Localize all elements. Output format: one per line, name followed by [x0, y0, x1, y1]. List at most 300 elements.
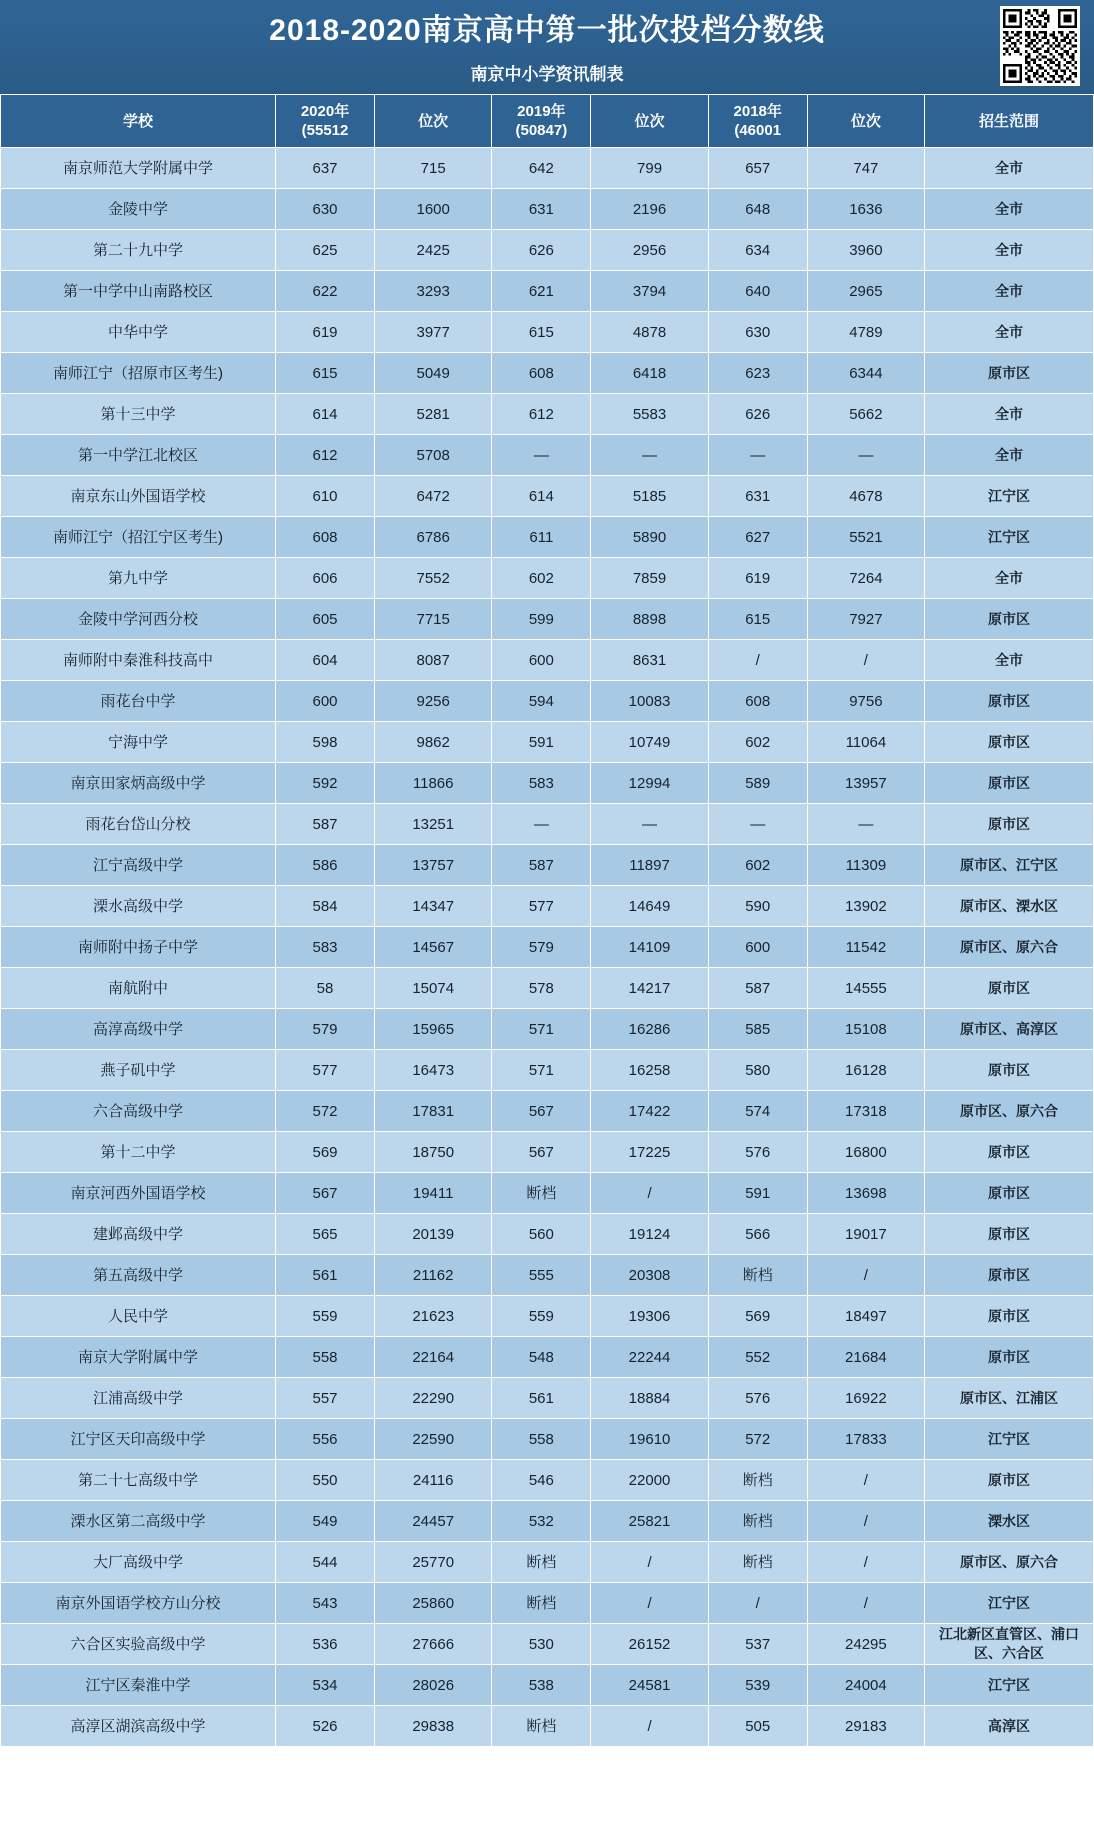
cell-school: 南航附中	[1, 968, 276, 1009]
cell-value: 574	[708, 1091, 807, 1132]
table-row	[1, 886, 1094, 927]
col-header-2018	[708, 95, 807, 148]
cell-value: 13902	[807, 886, 924, 927]
cell-range: 全市	[924, 230, 1093, 271]
cell-value: 572	[275, 1091, 374, 1132]
cell-value: 6418	[591, 353, 708, 394]
table-body	[1, 148, 1094, 1747]
table-row	[1, 558, 1094, 599]
cell-school: 金陵中学	[1, 189, 276, 230]
cell-value: 14347	[375, 886, 492, 927]
table-row	[1, 599, 1094, 640]
page-title: 2018-2020南京高中第一批次投档分数线	[269, 13, 825, 47]
cell-value: 13957	[807, 763, 924, 804]
cell-value: 断档	[708, 1542, 807, 1583]
col-header-2020-line2: (55512	[301, 122, 349, 139]
table-header-row	[1, 95, 1094, 148]
cell-value: 594	[492, 681, 591, 722]
col-header-range-line1: 招生范围	[978, 112, 1039, 130]
cell-value: 615	[275, 353, 374, 394]
table-row	[1, 435, 1094, 476]
cell-value: 5890	[591, 517, 708, 558]
cell-value: 14555	[807, 968, 924, 1009]
cell-value: 579	[492, 927, 591, 968]
table-row	[1, 1419, 1094, 1460]
cell-range: 溧水区	[924, 1501, 1093, 1542]
cell-range: 全市	[924, 640, 1093, 681]
cell-value: 538	[492, 1665, 591, 1706]
cell-value: 19610	[591, 1419, 708, 1460]
cell-value: 571	[492, 1050, 591, 1091]
table-row	[1, 189, 1094, 230]
table-row	[1, 1173, 1094, 1214]
cell-range: 原市区	[924, 1337, 1093, 1378]
cell-value: 18750	[375, 1132, 492, 1173]
cell-value: 549	[275, 1501, 374, 1542]
cell-value: 17422	[591, 1091, 708, 1132]
cell-value: 610	[275, 476, 374, 517]
cell-value: 27666	[375, 1624, 492, 1665]
cell-value: 17318	[807, 1091, 924, 1132]
cell-value: 586	[275, 845, 374, 886]
cell-value: 9256	[375, 681, 492, 722]
cell-value: 571	[492, 1009, 591, 1050]
cell-value: 747	[807, 148, 924, 189]
table-row	[1, 763, 1094, 804]
cell-value: 7552	[375, 558, 492, 599]
cell-value: 608	[708, 681, 807, 722]
cell-value: 1636	[807, 189, 924, 230]
cell-value: 29183	[807, 1706, 924, 1747]
cell-school: 第五高级中学	[1, 1255, 276, 1296]
cell-range: 原市区、高淳区	[924, 1009, 1093, 1050]
cell-value: 587	[708, 968, 807, 1009]
cell-school: 第十二中学	[1, 1132, 276, 1173]
cell-value: —	[807, 435, 924, 476]
qr-code	[1000, 6, 1080, 86]
cell-value: 13251	[375, 804, 492, 845]
cell-value: 576	[708, 1378, 807, 1419]
cell-value: 18884	[591, 1378, 708, 1419]
cell-range: 全市	[924, 435, 1093, 476]
cell-value: 630	[275, 189, 374, 230]
cell-value: 587	[275, 804, 374, 845]
table-row	[1, 476, 1094, 517]
cell-value: 566	[708, 1214, 807, 1255]
cell-value: 608	[492, 353, 591, 394]
cell-value: 612	[492, 394, 591, 435]
table-row	[1, 1296, 1094, 1337]
cell-value: 15108	[807, 1009, 924, 1050]
cell-value: —	[708, 804, 807, 845]
cell-range: 江宁区	[924, 476, 1093, 517]
cell-value: 621	[492, 271, 591, 312]
table-row	[1, 1132, 1094, 1173]
cell-value: 9862	[375, 722, 492, 763]
cell-value: 612	[275, 435, 374, 476]
cell-value: 555	[492, 1255, 591, 1296]
cell-value: 648	[708, 189, 807, 230]
col-header-rank-2020	[375, 95, 492, 148]
cell-value: 583	[492, 763, 591, 804]
cell-range: 原市区	[924, 1050, 1093, 1091]
cell-school: 雨花台岱山分校	[1, 804, 276, 845]
cell-range: 原市区、江浦区	[924, 1378, 1093, 1419]
cell-value: 19306	[591, 1296, 708, 1337]
cell-school: 雨花台中学	[1, 681, 276, 722]
cell-school: 第二十九中学	[1, 230, 276, 271]
cell-value: 552	[708, 1337, 807, 1378]
cell-value: /	[807, 1583, 924, 1624]
cell-value: 550	[275, 1460, 374, 1501]
cell-range: 原市区、原六合	[924, 927, 1093, 968]
cell-value: 13698	[807, 1173, 924, 1214]
cell-school: 第九中学	[1, 558, 276, 599]
cell-value: —	[708, 435, 807, 476]
cell-range: 原市区	[924, 1173, 1093, 1214]
cell-value: 598	[275, 722, 374, 763]
cell-value: 26152	[591, 1624, 708, 1665]
cell-range: 原市区、江宁区	[924, 845, 1093, 886]
table-row	[1, 1050, 1094, 1091]
col-header-2018-line1: 2018年	[733, 103, 782, 120]
cell-school: 第十三中学	[1, 394, 276, 435]
cell-value: /	[591, 1706, 708, 1747]
cell-value: 569	[275, 1132, 374, 1173]
table-row	[1, 148, 1094, 189]
table-row	[1, 312, 1094, 353]
cell-value: 断档	[708, 1460, 807, 1501]
cell-range: 原市区	[924, 681, 1093, 722]
cell-value: 657	[708, 148, 807, 189]
cell-school: 高淳区湖滨高级中学	[1, 1706, 276, 1747]
cell-school: 人民中学	[1, 1296, 276, 1337]
cell-value: 631	[492, 189, 591, 230]
cell-range: 江宁区	[924, 1583, 1093, 1624]
cell-value: 7264	[807, 558, 924, 599]
cell-value: 623	[708, 353, 807, 394]
cell-value: /	[591, 1583, 708, 1624]
page-header	[0, 0, 1094, 94]
cell-value: 25821	[591, 1501, 708, 1542]
col-header-rank-2019	[591, 95, 708, 148]
cell-value: 7859	[591, 558, 708, 599]
cell-value: 505	[708, 1706, 807, 1747]
cell-value: 22164	[375, 1337, 492, 1378]
cell-value: /	[591, 1173, 708, 1214]
cell-school: 中华中学	[1, 312, 276, 353]
cell-value: 530	[492, 1624, 591, 1665]
cell-value: 16473	[375, 1050, 492, 1091]
cell-value: 611	[492, 517, 591, 558]
cell-value: 16922	[807, 1378, 924, 1419]
col-header-2019	[492, 95, 591, 148]
col-header-2019-line1: 2019年	[517, 103, 566, 120]
cell-value: 5521	[807, 517, 924, 558]
cell-value: 4789	[807, 312, 924, 353]
table-row	[1, 1706, 1094, 1747]
cell-value: 606	[275, 558, 374, 599]
cell-value: 8631	[591, 640, 708, 681]
cell-school: 大厂高级中学	[1, 1542, 276, 1583]
cell-value: 24295	[807, 1624, 924, 1665]
table-row	[1, 927, 1094, 968]
cell-value: 5662	[807, 394, 924, 435]
cell-range: 江宁区	[924, 1665, 1093, 1706]
cell-school: 溧水高级中学	[1, 886, 276, 927]
cell-value: 11542	[807, 927, 924, 968]
col-header-2020-line1: 2020年	[300, 103, 350, 120]
cell-school: 第二十七高级中学	[1, 1460, 276, 1501]
cell-value: 592	[275, 763, 374, 804]
cell-value: 16258	[591, 1050, 708, 1091]
cell-range: 原市区	[924, 599, 1093, 640]
cell-value: 589	[708, 763, 807, 804]
cell-value: 断档	[708, 1501, 807, 1542]
cell-range: 江宁区	[924, 517, 1093, 558]
cell-value: 585	[708, 1009, 807, 1050]
cell-value: 2425	[375, 230, 492, 271]
cell-value: 569	[708, 1296, 807, 1337]
cell-value: 526	[275, 1706, 374, 1747]
cell-range: 全市	[924, 271, 1093, 312]
cell-range: 原市区	[924, 1132, 1093, 1173]
cell-value: 637	[275, 148, 374, 189]
cell-value: 640	[708, 271, 807, 312]
cell-school: 宁海中学	[1, 722, 276, 763]
cell-value: 22290	[375, 1378, 492, 1419]
cell-value: 7927	[807, 599, 924, 640]
cell-value: 558	[275, 1337, 374, 1378]
cell-value: 614	[492, 476, 591, 517]
table-row	[1, 394, 1094, 435]
cell-school: 金陵中学河西分校	[1, 599, 276, 640]
cell-school: 江宁高级中学	[1, 845, 276, 886]
cell-value: 29838	[375, 1706, 492, 1747]
cell-value: 17833	[807, 1419, 924, 1460]
cell-range: 原市区	[924, 1296, 1093, 1337]
table-row	[1, 968, 1094, 1009]
cell-value: 11866	[375, 763, 492, 804]
cell-value: 608	[275, 517, 374, 558]
cell-value: 567	[492, 1132, 591, 1173]
table-row	[1, 804, 1094, 845]
cell-value: /	[807, 1460, 924, 1501]
cell-value: 600	[275, 681, 374, 722]
cell-range: 原市区、原六合	[924, 1091, 1093, 1132]
cell-range: 全市	[924, 394, 1093, 435]
cell-value: 6786	[375, 517, 492, 558]
cell-value: 21162	[375, 1255, 492, 1296]
cell-value: —	[591, 435, 708, 476]
cell-school: 第一中学中山南路校区	[1, 271, 276, 312]
cell-value: 5583	[591, 394, 708, 435]
table-row	[1, 845, 1094, 886]
cell-school: 江宁区天印高级中学	[1, 1419, 276, 1460]
cell-range: 原市区	[924, 968, 1093, 1009]
cell-value: 2965	[807, 271, 924, 312]
cell-value: 断档	[492, 1542, 591, 1583]
cell-value: 7715	[375, 599, 492, 640]
cell-value: 10083	[591, 681, 708, 722]
cell-school: 江浦高级中学	[1, 1378, 276, 1419]
cell-school: 南京大学附属中学	[1, 1337, 276, 1378]
cell-value: 15965	[375, 1009, 492, 1050]
cell-range: 江北新区直管区、浦口区、六合区	[924, 1624, 1093, 1665]
cell-value: /	[591, 1542, 708, 1583]
cell-value: 断档	[708, 1255, 807, 1296]
cell-value: 602	[708, 722, 807, 763]
cell-value: 19411	[375, 1173, 492, 1214]
cell-value: 22244	[591, 1337, 708, 1378]
cell-value: /	[807, 1255, 924, 1296]
cell-value: 567	[492, 1091, 591, 1132]
cell-range: 全市	[924, 189, 1093, 230]
cell-value: 605	[275, 599, 374, 640]
cell-value: 58	[275, 968, 374, 1009]
cell-value: 557	[275, 1378, 374, 1419]
cell-value: 565	[275, 1214, 374, 1255]
cell-value: 583	[275, 927, 374, 968]
cell-value: 10749	[591, 722, 708, 763]
table-row	[1, 1214, 1094, 1255]
cell-value: 6472	[375, 476, 492, 517]
cell-range: 高淳区	[924, 1706, 1093, 1747]
col-header-rank-2018	[807, 95, 924, 148]
cell-value: 626	[492, 230, 591, 271]
cell-value: 600	[708, 927, 807, 968]
cell-value: /	[807, 640, 924, 681]
cell-value: 622	[275, 271, 374, 312]
cell-value: 619	[275, 312, 374, 353]
cell-value: 17225	[591, 1132, 708, 1173]
cell-value: 22590	[375, 1419, 492, 1460]
cell-value: 572	[708, 1419, 807, 1460]
cell-value: /	[708, 640, 807, 681]
cell-value: 16128	[807, 1050, 924, 1091]
cell-value: 591	[708, 1173, 807, 1214]
cell-school: 高淳高级中学	[1, 1009, 276, 1050]
cell-value: 2956	[591, 230, 708, 271]
cell-value: 5708	[375, 435, 492, 476]
cell-value: 4878	[591, 312, 708, 353]
cell-value: 619	[708, 558, 807, 599]
cell-value: 715	[375, 148, 492, 189]
cell-value: 22000	[591, 1460, 708, 1501]
cell-range: 全市	[924, 148, 1093, 189]
cell-value: 548	[492, 1337, 591, 1378]
cell-value: 6344	[807, 353, 924, 394]
cell-range: 原市区、原六合	[924, 1542, 1093, 1583]
table-row	[1, 271, 1094, 312]
cell-value: 576	[708, 1132, 807, 1173]
cell-value: 25860	[375, 1583, 492, 1624]
cell-value: 577	[492, 886, 591, 927]
cell-value: 3794	[591, 271, 708, 312]
cell-school: 第一中学江北校区	[1, 435, 276, 476]
cell-value: 615	[708, 599, 807, 640]
cell-school: 溧水区第二高级中学	[1, 1501, 276, 1542]
cell-value: 602	[708, 845, 807, 886]
cell-value: 14109	[591, 927, 708, 968]
cell-value: 3293	[375, 271, 492, 312]
cell-school: 南师附中秦淮科技高中	[1, 640, 276, 681]
cell-range: 原市区	[924, 763, 1093, 804]
cell-range: 原市区	[924, 353, 1093, 394]
col-header-2019-line2: (50847)	[515, 122, 568, 139]
cell-range: 原市区	[924, 1460, 1093, 1501]
cell-range: 原市区	[924, 1255, 1093, 1296]
cell-value: 631	[708, 476, 807, 517]
cell-value: 9756	[807, 681, 924, 722]
cell-value: 5185	[591, 476, 708, 517]
col-header-school-line1: 学校	[122, 112, 153, 130]
col-header-range	[924, 95, 1093, 148]
scores-table	[0, 94, 1094, 1747]
table-row	[1, 1501, 1094, 1542]
cell-value: 3977	[375, 312, 492, 353]
cell-school: 建邺高级中学	[1, 1214, 276, 1255]
col-header-rank-2020-line1: 位次	[418, 112, 449, 130]
cell-value: 2196	[591, 189, 708, 230]
table-row	[1, 517, 1094, 558]
cell-value: 4678	[807, 476, 924, 517]
cell-value: 614	[275, 394, 374, 435]
cell-value: 17831	[375, 1091, 492, 1132]
cell-value: 16800	[807, 1132, 924, 1173]
cell-school: 南京田家炳高级中学	[1, 763, 276, 804]
cell-value: 20139	[375, 1214, 492, 1255]
col-header-rank-2018-line1: 位次	[850, 112, 881, 130]
cell-value: 536	[275, 1624, 374, 1665]
cell-value: 断档	[492, 1706, 591, 1747]
cell-value: 642	[492, 148, 591, 189]
cell-value: 5049	[375, 353, 492, 394]
cell-school: 南京河西外国语学校	[1, 1173, 276, 1214]
cell-school: 江宁区秦淮中学	[1, 1665, 276, 1706]
cell-value: 627	[708, 517, 807, 558]
cell-value: 539	[708, 1665, 807, 1706]
col-header-school	[1, 95, 276, 148]
cell-value: —	[492, 804, 591, 845]
cell-value: 21623	[375, 1296, 492, 1337]
cell-value: 602	[492, 558, 591, 599]
cell-school: 南京师范大学附属中学	[1, 148, 276, 189]
cell-value: 21684	[807, 1337, 924, 1378]
table-row	[1, 640, 1094, 681]
cell-value: 799	[591, 148, 708, 189]
cell-value: 断档	[492, 1173, 591, 1214]
cell-value: 577	[275, 1050, 374, 1091]
table-row	[1, 230, 1094, 271]
cell-school: 南京外国语学校方山分校	[1, 1583, 276, 1624]
table-row	[1, 1255, 1094, 1296]
cell-value: 19124	[591, 1214, 708, 1255]
table-row	[1, 722, 1094, 763]
cell-value: 16286	[591, 1009, 708, 1050]
cell-value: 24004	[807, 1665, 924, 1706]
cell-value: 630	[708, 312, 807, 353]
cell-value: 534	[275, 1665, 374, 1706]
cell-school: 燕子矶中学	[1, 1050, 276, 1091]
cell-value: 18497	[807, 1296, 924, 1337]
cell-range: 原市区、溧水区	[924, 886, 1093, 927]
cell-range: 江宁区	[924, 1419, 1093, 1460]
cell-value: 24581	[591, 1665, 708, 1706]
table-row	[1, 1460, 1094, 1501]
cell-range: 原市区	[924, 1214, 1093, 1255]
cell-value: 25770	[375, 1542, 492, 1583]
